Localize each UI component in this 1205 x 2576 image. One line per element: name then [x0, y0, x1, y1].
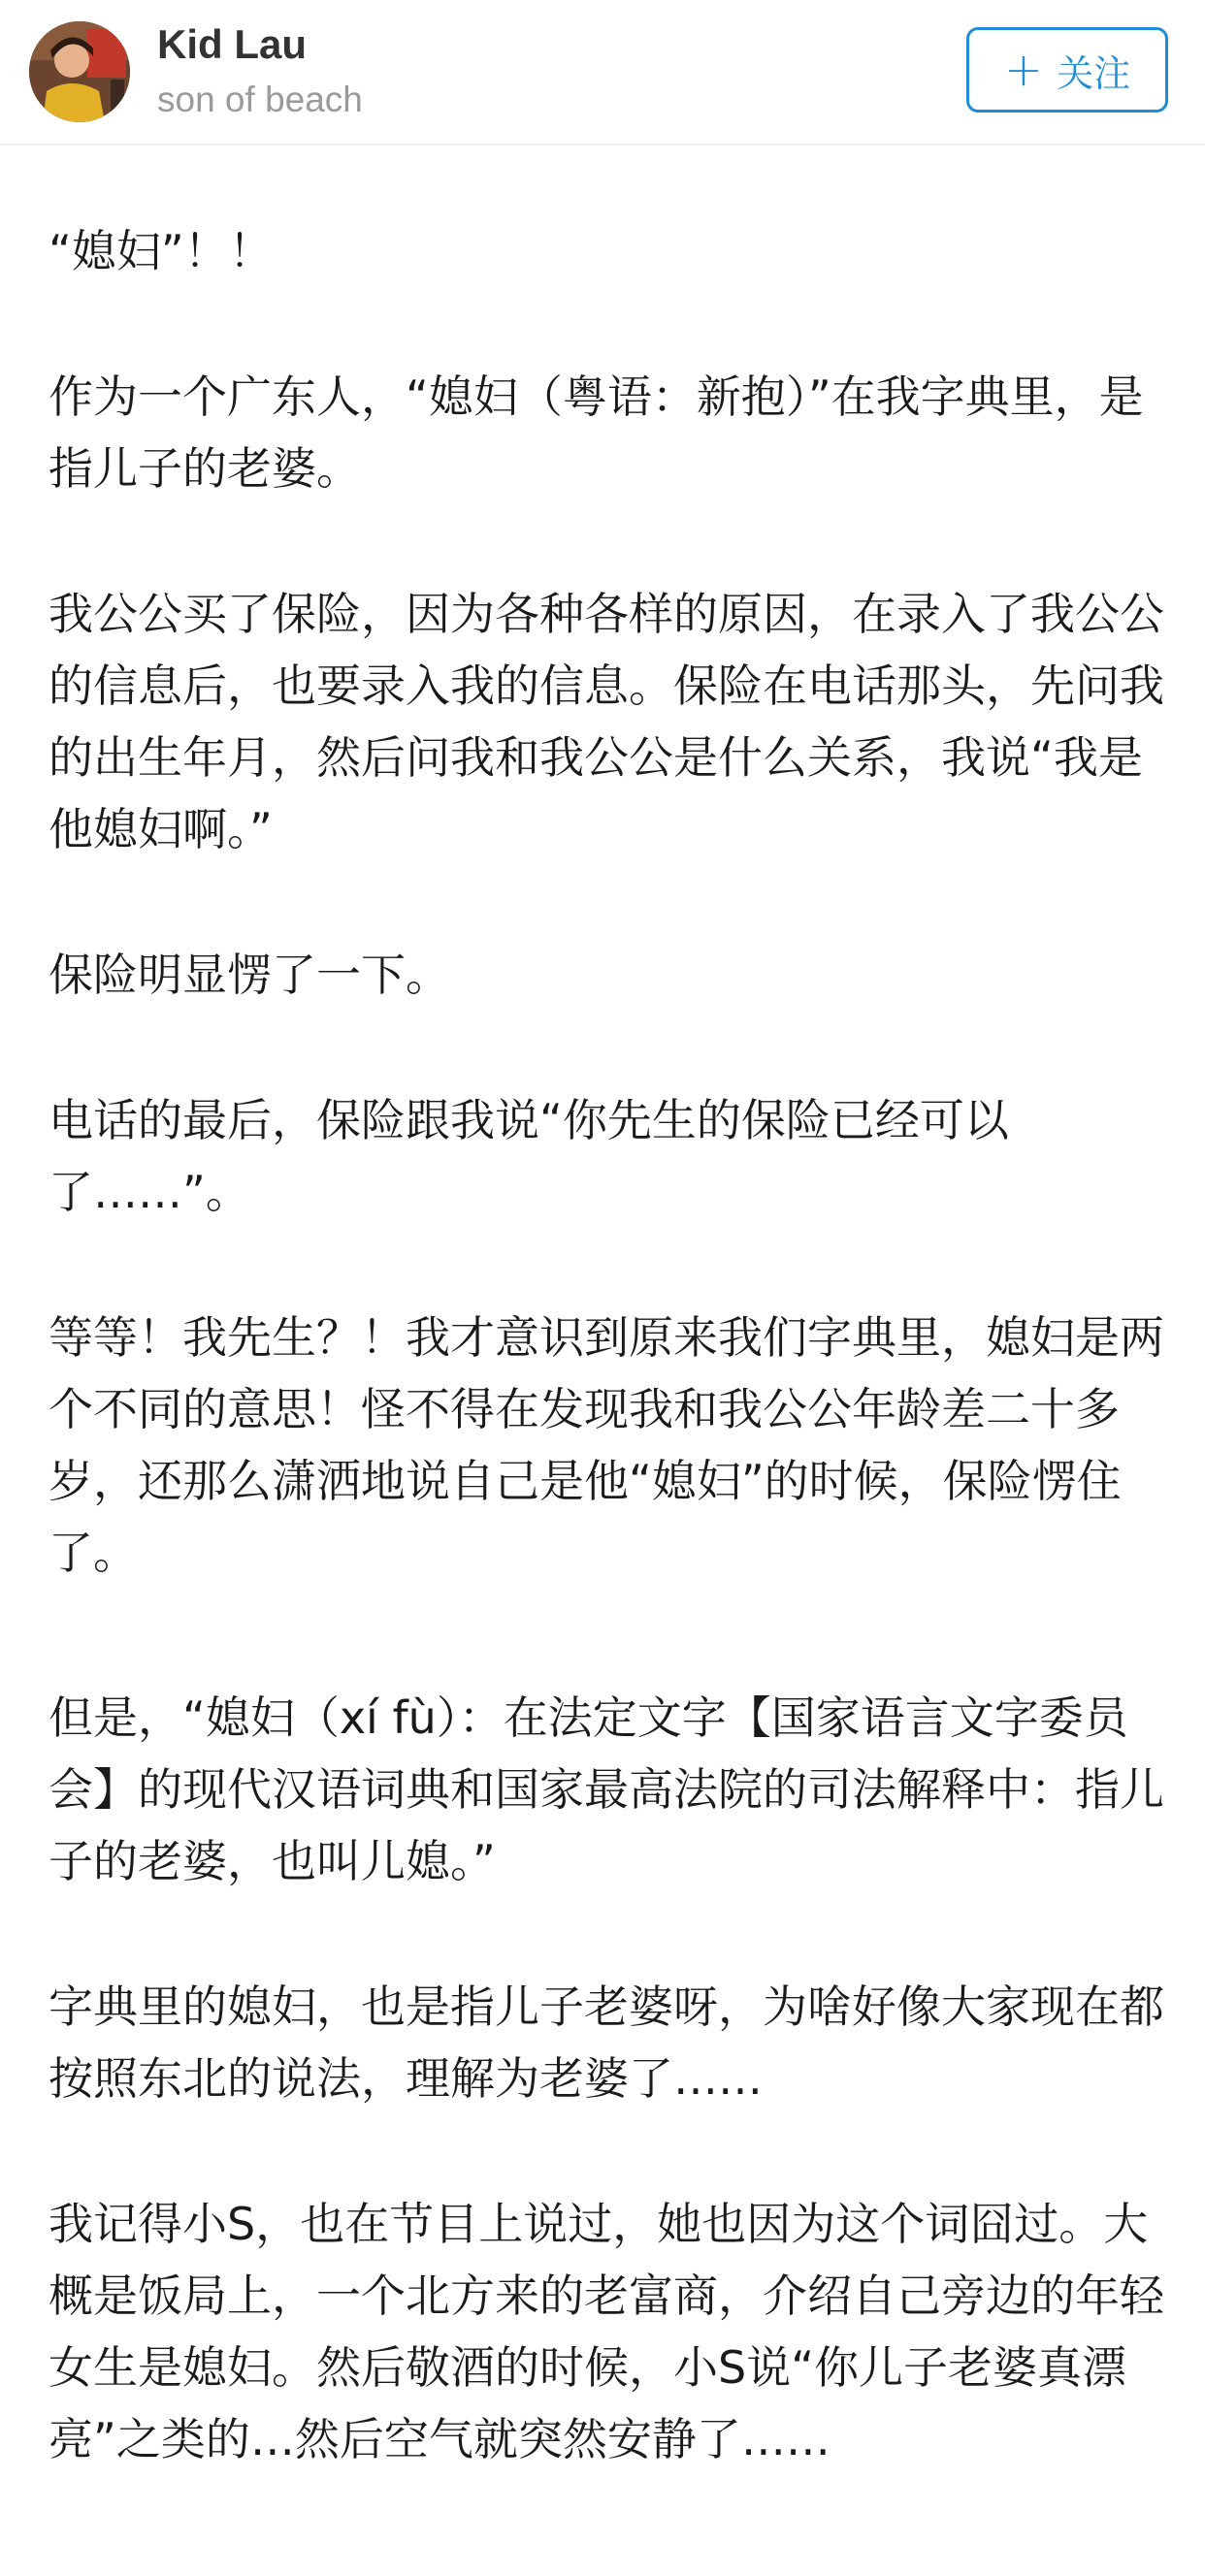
post-paragraph: “媳妇”！！ [49, 225, 274, 277]
post-content [49, 215, 1164, 2549]
profile-header [0, 0, 1205, 145]
post-paragraph: 保险明显愣了一下。 [49, 949, 450, 1001]
post-paragraph: 等等！我先生？！我才意识到原来我们字典里，媳妇是两个不同的意思！怪不得在发现我和我公公年龄差二十多岁，还那么潇洒地说自己是他“媳妇”的时候，保险愣住了。 [49, 1311, 1164, 1579]
post-paragraph: 字典里的媳妇，也是指儿子老婆呀，为啥好像大家现在都按照东北的说法，理解为老婆了…… [49, 1980, 1164, 2105]
user-bio: son of beach [157, 80, 363, 119]
post-paragraph: 我公公买了保险，因为各种各样的原因，在录入了我公公的信息后，也要录入我的信息。保险在电话那头，先问我的出生年月，然后问我和我公公是什么关系，我说“我是他媳妇啊。” [49, 588, 1164, 855]
user-avatar-photo-icon [29, 21, 130, 122]
follow-button[interactable] [966, 27, 1168, 113]
post-paragraph: 作为一个广东人，“媳妇（粤语：新抱）”在我字典里，是指儿子的老婆。 [49, 370, 1144, 495]
follow-button-label: 关注 [1057, 51, 1131, 95]
post-paragraph: 电话的最后，保险跟我说“你先生的保险已经可以了……”。 [49, 1094, 1009, 1218]
user-name[interactable]: Kid Lau [157, 21, 307, 67]
post-paragraph: 但是，“媳妇（xí fù）：在法定文字【国家语言文字委员会】的现代汉语词典和国家最高法院的司法解释中：指儿子的老婆，也叫儿媳。” [49, 1691, 1164, 1887]
avatar[interactable] [29, 21, 130, 122]
plus-icon: + [1003, 43, 1044, 97]
post-paragraph: 我记得小S，也在节目上说过，她也因为这个词囧过。大概是饭局上，一个北方来的老富商，介绍自己旁边的年轻女生是媳妇。然后敬酒的时候，小S说“你儿子老婆真漂亮”之类的…然后空气就突然安静了…… [49, 2198, 1164, 2465]
